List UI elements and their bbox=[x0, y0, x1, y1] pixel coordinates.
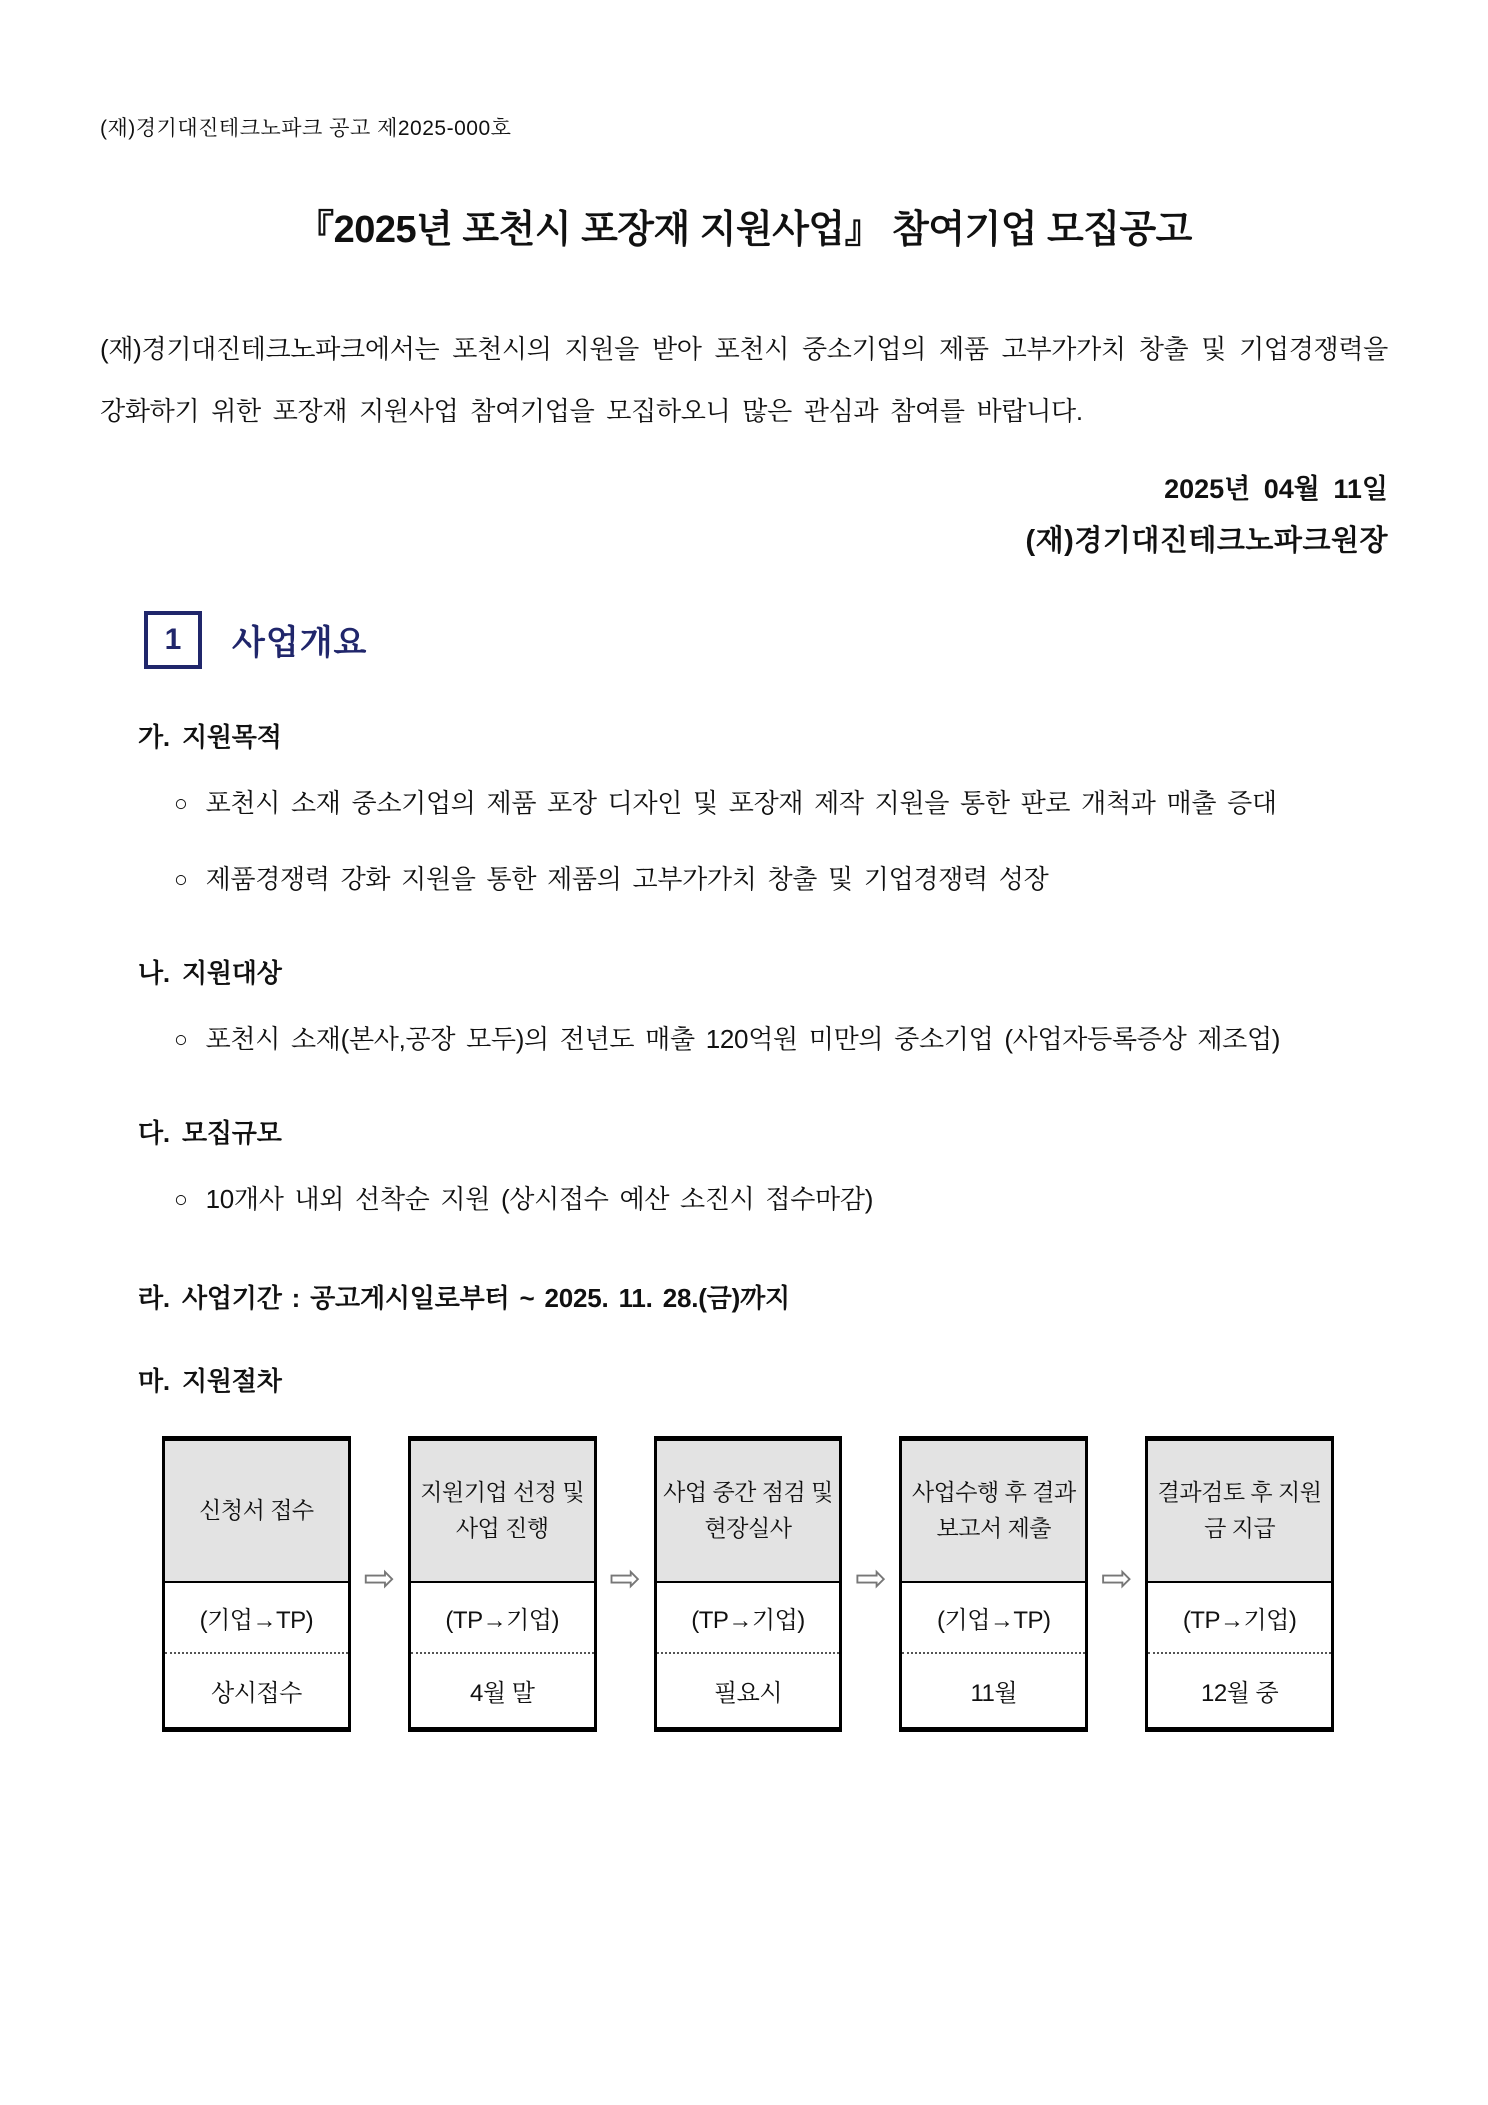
flow-step-report bbox=[899, 1436, 1088, 1732]
circle-bullet-icon: ○ bbox=[174, 789, 188, 816]
step-timing: 상시접수 bbox=[211, 1680, 302, 1708]
outline-item-procedure bbox=[138, 1361, 1388, 1398]
flow-step-selection bbox=[408, 1436, 597, 1732]
bullet-text: 제품경쟁력 강화 지원을 통한 제품의 고부가가치 창출 및 기업경쟁력 성장 bbox=[205, 864, 1049, 895]
section-header bbox=[144, 611, 1388, 669]
step-actor: (TP→기업) bbox=[1148, 1583, 1331, 1654]
step-actor: (TP→기업) bbox=[411, 1583, 594, 1654]
right-arrow-icon: ⇨ bbox=[1100, 1558, 1133, 1601]
step-title: 사업수행 후 결과보고서 제출 bbox=[902, 1441, 1085, 1583]
flow-gap bbox=[351, 1558, 408, 1601]
step-timing: 4월 말 bbox=[470, 1680, 535, 1708]
flow-step-midcheck bbox=[654, 1436, 843, 1732]
section-number-box bbox=[144, 611, 202, 669]
outline-item-period bbox=[138, 1278, 1388, 1315]
step-timing: 필요시 bbox=[713, 1680, 783, 1708]
step-title: 신청서 접수 bbox=[165, 1441, 348, 1583]
outline-title: 모집규모 bbox=[181, 1117, 282, 1148]
intro-paragraph: (재)경기대진테크노파크에서는 포천시의 지원을 받아 포천시 중소기업의 제품 고부가가치 창출 및 기업경쟁력을 강화하기 위한 포장재 지원사업 참여기업을 모집하오니 많은 관심과 참여를 바랍니다. bbox=[100, 334, 1388, 426]
section-title: 사업개요 bbox=[232, 624, 368, 663]
bullet-item bbox=[174, 1012, 1368, 1067]
step-actor: (TP→기업) bbox=[657, 1583, 840, 1654]
bullet-text: 10개사 내외 선착순 지원 (상시접수 예산 소진시 접수마감) bbox=[205, 1183, 874, 1214]
right-arrow-icon: ⇨ bbox=[609, 1558, 642, 1601]
circle-bullet-icon: ○ bbox=[174, 1185, 188, 1212]
step-title: 결과검토 후 지원금 지급 bbox=[1148, 1441, 1331, 1583]
flow-step-application bbox=[162, 1436, 351, 1732]
circle-bullet-icon: ○ bbox=[174, 1025, 188, 1052]
outline-label: 가. bbox=[138, 721, 170, 752]
outline-item-purpose bbox=[138, 717, 1388, 754]
outline-label: 나. bbox=[138, 957, 170, 988]
circle-bullet-icon: ○ bbox=[174, 866, 188, 893]
step-timing: 11월 bbox=[970, 1680, 1018, 1708]
step-actor: (기업→TP) bbox=[902, 1583, 1085, 1654]
flow-gap bbox=[597, 1558, 654, 1601]
step-title: 사업 중간 점검 및 현장실사 bbox=[657, 1441, 840, 1583]
bullet-item bbox=[174, 852, 1368, 907]
bullet-item bbox=[174, 776, 1368, 831]
doc-number: (재)경기대진테크노파크 공고 제2025-000호 bbox=[100, 117, 512, 140]
outline-label: 마. bbox=[138, 1366, 170, 1397]
issuer-name: (재)경기대진테크노파크원장 bbox=[1025, 524, 1388, 557]
outline-title: 사업기간 : 공고게시일로부터 ~ 2025. 11. 28.(금)까지 bbox=[181, 1283, 790, 1314]
flow-step-payment bbox=[1145, 1436, 1334, 1732]
bullet-text: 포천시 소재 중소기업의 제품 포장 디자인 및 포장재 제작 지원을 통한 판로 개척과 매출 증대 bbox=[205, 787, 1277, 818]
flow-gap bbox=[842, 1558, 899, 1601]
process-flowchart bbox=[162, 1436, 1334, 1732]
bullet-item bbox=[174, 1172, 1368, 1227]
right-arrow-icon: ⇨ bbox=[363, 1558, 396, 1601]
outline-item-target bbox=[138, 953, 1388, 990]
section-number: 1 bbox=[164, 622, 182, 656]
step-title: 지원기업 선정 및 사업 진행 bbox=[411, 1441, 594, 1583]
step-timing: 12월 중 bbox=[1200, 1680, 1279, 1708]
outline-label: 라. bbox=[138, 1283, 170, 1314]
right-arrow-icon: ⇨ bbox=[854, 1558, 887, 1601]
outline-title: 지원절차 bbox=[181, 1366, 282, 1397]
step-actor: (기업→TP) bbox=[165, 1583, 348, 1654]
bullet-text: 포천시 소재(본사,공장 모두)의 전년도 매출 120억원 미만의 중소기업 (사업자등록증상 제조업) bbox=[205, 1023, 1281, 1054]
outline-item-scale bbox=[138, 1113, 1388, 1150]
announcement-date: 2025년 04월 11일 bbox=[1164, 473, 1388, 504]
outline-label: 다. bbox=[138, 1117, 170, 1148]
outline-title: 지원목적 bbox=[181, 721, 282, 752]
page-title: 『2025년 포천시 포장재 지원사업』 참여기업 모집공고 bbox=[296, 209, 1192, 251]
flow-gap bbox=[1088, 1558, 1145, 1601]
outline-title: 지원대상 bbox=[181, 957, 282, 988]
